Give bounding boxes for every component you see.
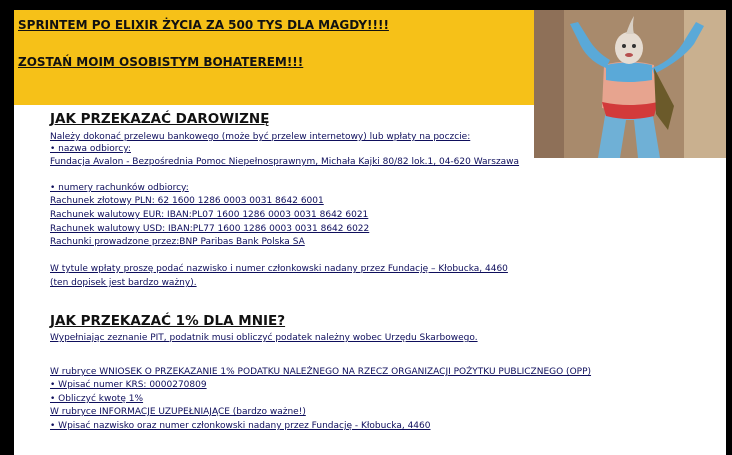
account-pln: Rachunek złotowy PLN: 62 1600 1286 0003 0031 8642 6001: [50, 196, 324, 206]
recipient-name-label: • nazwa odbiorcy:: [50, 144, 131, 154]
payment-title-remark: (ten dopisek jest bardzo ważny).: [50, 278, 197, 288]
banner: [14, 10, 534, 105]
costume-person-image: [534, 10, 726, 158]
account-usd: Rachunek walutowy USD: IBAN:PL77 1600 1286 0003 0031 8642 6022: [50, 224, 370, 234]
pit-instruction: Wypełniając zeznanie PIT, podatnik musi obliczyć podatek należny wobec Urzędu Skarbowego.: [50, 333, 478, 343]
additional-info-line: W rubryce INFORMACJE UZUPEŁNIAJĄCE (bardzo ważne!): [50, 407, 306, 417]
payment-title-note: W tytule wpłaty proszę podać nazwisko i numer członkowski nadany przez Fundację – Kłobucka, 4460: [50, 264, 508, 274]
compute-percent-line: • Obliczyć kwotę 1%: [50, 394, 144, 404]
account-eur: Rachunek walutowy EUR: IBAN:PL07 1600 1286 0003 0031 8642 6021: [50, 210, 369, 220]
banner-headline: SPRINTEM PO ELIXIR ŻYCIA ZA 500 TYS DLA MAGDY!!!!: [18, 18, 389, 32]
section-one-percent-heading: JAK PRZEKAZAĆ 1% DLA MNIE?: [50, 313, 286, 329]
costume-photo: [534, 10, 726, 158]
donation-instruction: Należy dokonać przelewu bankowego (może być przelew internetowy) lub wpłaty na poczcie:: [50, 132, 471, 142]
recipient-name: Fundacja Avalon - Bezpośrednia Pomoc Niepełnosprawnym, Michała Kajki 80/82 lok.1, 04-620 Warszawa: [50, 157, 520, 167]
banner-subheadline: ZOSTAŃ MOIM OSOBISTYM BOHATEREM!!!: [18, 55, 304, 69]
section-donation-heading: JAK PRZEKAZAĆ DAROWIZNĘ: [50, 111, 270, 127]
opp-section-line: W rubryce WNIOSEK O PRZEKAZANIE 1% PODATKU NALEŻNEGO NA RZECZ ORGANIZACJI POŻYTKU PUBLICZNEGO (OPP): [50, 367, 592, 377]
bank-name: Rachunki prowadzone przez:BNP Paribas Bank Polska SA: [50, 237, 305, 247]
poster: [14, 10, 726, 455]
accounts-label: • numery rachunków odbiorcy:: [50, 183, 189, 193]
member-number-line: • Wpisać nazwisko oraz numer członkowski nadany przez Fundację - Kłobucka, 4460: [50, 421, 431, 431]
krs-number-line: • Wpisać numer KRS: 0000270809: [50, 380, 207, 390]
